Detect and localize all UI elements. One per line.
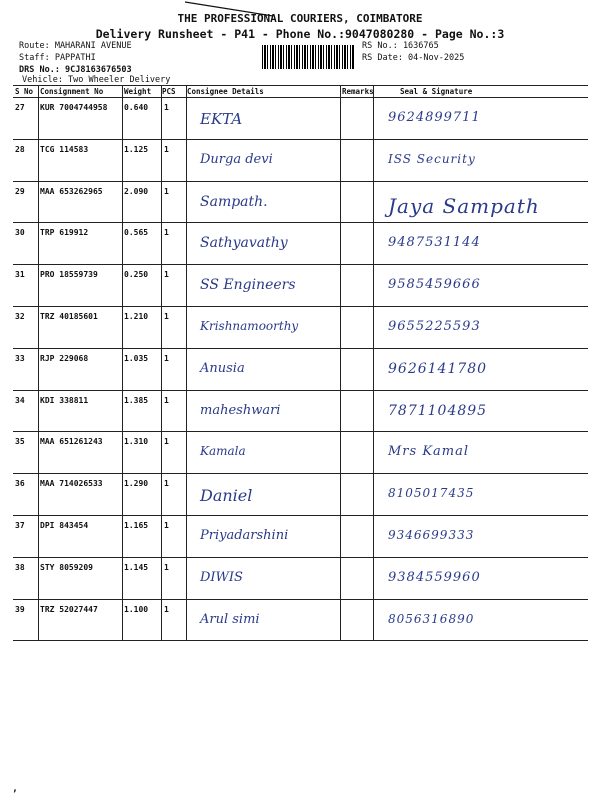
rs-number: RS No.: 1636765 [362,41,439,51]
row-divider [13,222,588,223]
row-sno: 31 [15,270,25,280]
row-consignee-handwritten: SS Engineers [200,277,296,294]
row-weight: 0.565 [124,228,149,238]
row-consignment-no: MAA 714026533 [40,479,103,489]
header-consignment: Consignment No [40,87,104,96]
row-consignee-handwritten: Anusia [200,360,245,376]
row-weight: 2.090 [124,186,149,196]
row-sno: 39 [15,604,25,614]
row-sno: 32 [15,312,25,321]
drs-label: DRS No.: 9CJ8163676503 [19,65,132,75]
row-weight: 0.250 [124,270,149,280]
row-pcs: 1 [164,312,169,321]
row-divider [13,390,588,391]
row-seal-signature: 8105017435 [388,486,475,501]
row-weight: 0.640 [124,103,149,112]
header-bottom-border [13,97,588,98]
row-pcs: 1 [164,270,169,280]
row-divider [13,640,588,641]
row-sno: 33 [15,353,25,363]
row-divider [13,473,588,474]
row-pcs: 1 [164,437,169,447]
row-seal-signature: Jaya Sampath [388,193,540,218]
header-pcs: PCS [162,87,176,96]
header-consignee: Consignee Details [187,87,264,96]
row-divider [13,557,588,558]
row-weight: 1.385 [124,395,149,405]
row-sno: 30 [15,228,25,238]
row-consignment-no: MAA 651261243 [40,437,103,447]
staff-label: Staff: PAPPATHI [19,53,96,63]
row-divider [13,431,588,432]
table-top-border [13,85,588,86]
row-consignee-handwritten: maheshwari [200,402,281,418]
row-weight: 1.125 [124,144,149,154]
row-weight: 1.165 [124,521,149,530]
row-consignee-handwritten: Sathyavathy [200,235,288,252]
row-pcs: 1 [164,479,169,489]
row-consignee-handwritten: Daniel [200,486,253,506]
row-seal-signature: 9346699333 [388,528,475,542]
row-divider [13,599,588,600]
barcode [262,45,354,69]
rs-date: RS Date: 04-Nov-2025 [362,53,465,63]
row-sno: 29 [15,186,25,196]
row-divider [13,181,588,182]
row-pcs: 1 [164,604,169,614]
row-consignment-no: TRP 619912 [40,228,89,238]
row-weight: 1.310 [124,437,149,447]
row-consignment-no: TRZ 40185601 [40,312,98,321]
row-pcs: 1 [164,521,169,530]
row-sno: 28 [15,144,25,154]
row-consignment-no: TCG 114583 [40,144,89,154]
row-seal-signature: Mrs Kamal [388,444,470,460]
row-pcs: 1 [164,186,169,196]
row-divider [13,306,588,307]
stray-pen-stroke [185,0,275,20]
vehicle-label: Vehicle: Two Wheeler Delivery [22,75,171,85]
row-consignment-no: MAA 653262965 [40,186,103,196]
row-pcs: 1 [164,103,169,112]
row-sno: 34 [15,395,25,405]
header-sno: S No [15,87,34,96]
row-seal-signature: 9626141780 [388,360,488,377]
row-divider [13,139,588,140]
row-consignee-handwritten: Arul simi [200,611,260,627]
row-seal-signature: 9655225593 [388,319,481,334]
row-consignee-handwritten: EKTA [200,110,243,128]
row-consignee-handwritten: Kamala [200,444,246,459]
row-seal-signature: 9487531144 [388,235,481,251]
route-label: Route: MAHARANI AVENUE [19,41,132,51]
row-weight: 1.210 [124,312,149,321]
row-consignment-no: KDI 338811 [40,395,89,405]
row-weight: 1.145 [124,562,149,572]
row-consignee-handwritten: Priyadarshini [200,528,289,543]
row-consignment-no: RJP 229068 [40,353,89,363]
row-seal-signature: 9624899711 [388,110,481,125]
row-seal-signature: ISS Security [388,151,476,166]
header-seal: Seal & Signature [400,87,473,96]
row-seal-signature: 7871104895 [388,402,488,419]
row-pcs: 1 [164,395,169,405]
row-consignee-handwritten: Krishnamoorthy [200,319,299,333]
row-divider [13,515,588,516]
row-weight: 1.035 [124,353,149,363]
row-consignment-no: KUR 7004744958 [40,103,108,112]
row-pcs: 1 [164,228,169,238]
document-subtitle: Delivery Runsheet - P41 - Phone No.:9047080280 - Page No.:3 [95,27,505,41]
row-consignment-no: DPI 843454 [40,521,89,530]
row-weight: 1.100 [124,604,149,614]
header-remarks: Remarks [342,87,374,96]
row-sno: 38 [15,562,25,572]
footer-mark: , [12,783,19,794]
row-seal-signature: 9384559960 [388,569,481,585]
row-divider [13,264,588,265]
row-consignment-no: STY 8059209 [40,562,93,572]
header-weight: Weight [124,87,152,96]
row-consignee-handwritten: Durga devi [200,151,273,167]
row-seal-signature: 9585459666 [388,277,481,293]
row-pcs: 1 [164,353,169,363]
document-title: THE PROFESSIONAL COURIERS, COIMBATORE [177,12,423,25]
row-consignee-handwritten: DIWIS [200,569,243,585]
row-pcs: 1 [164,562,169,572]
row-sno: 37 [15,521,25,530]
row-sno: 27 [15,103,25,112]
row-pcs: 1 [164,144,169,154]
row-weight: 1.290 [124,479,149,489]
row-divider [13,348,588,349]
row-sno: 36 [15,479,25,489]
row-consignee-handwritten: Sampath. [200,193,268,210]
row-consignment-no: TRZ 52027447 [40,604,98,614]
row-sno: 35 [15,437,25,447]
row-consignment-no: PRO 18559739 [40,270,98,280]
row-seal-signature: 8056316890 [388,611,475,626]
